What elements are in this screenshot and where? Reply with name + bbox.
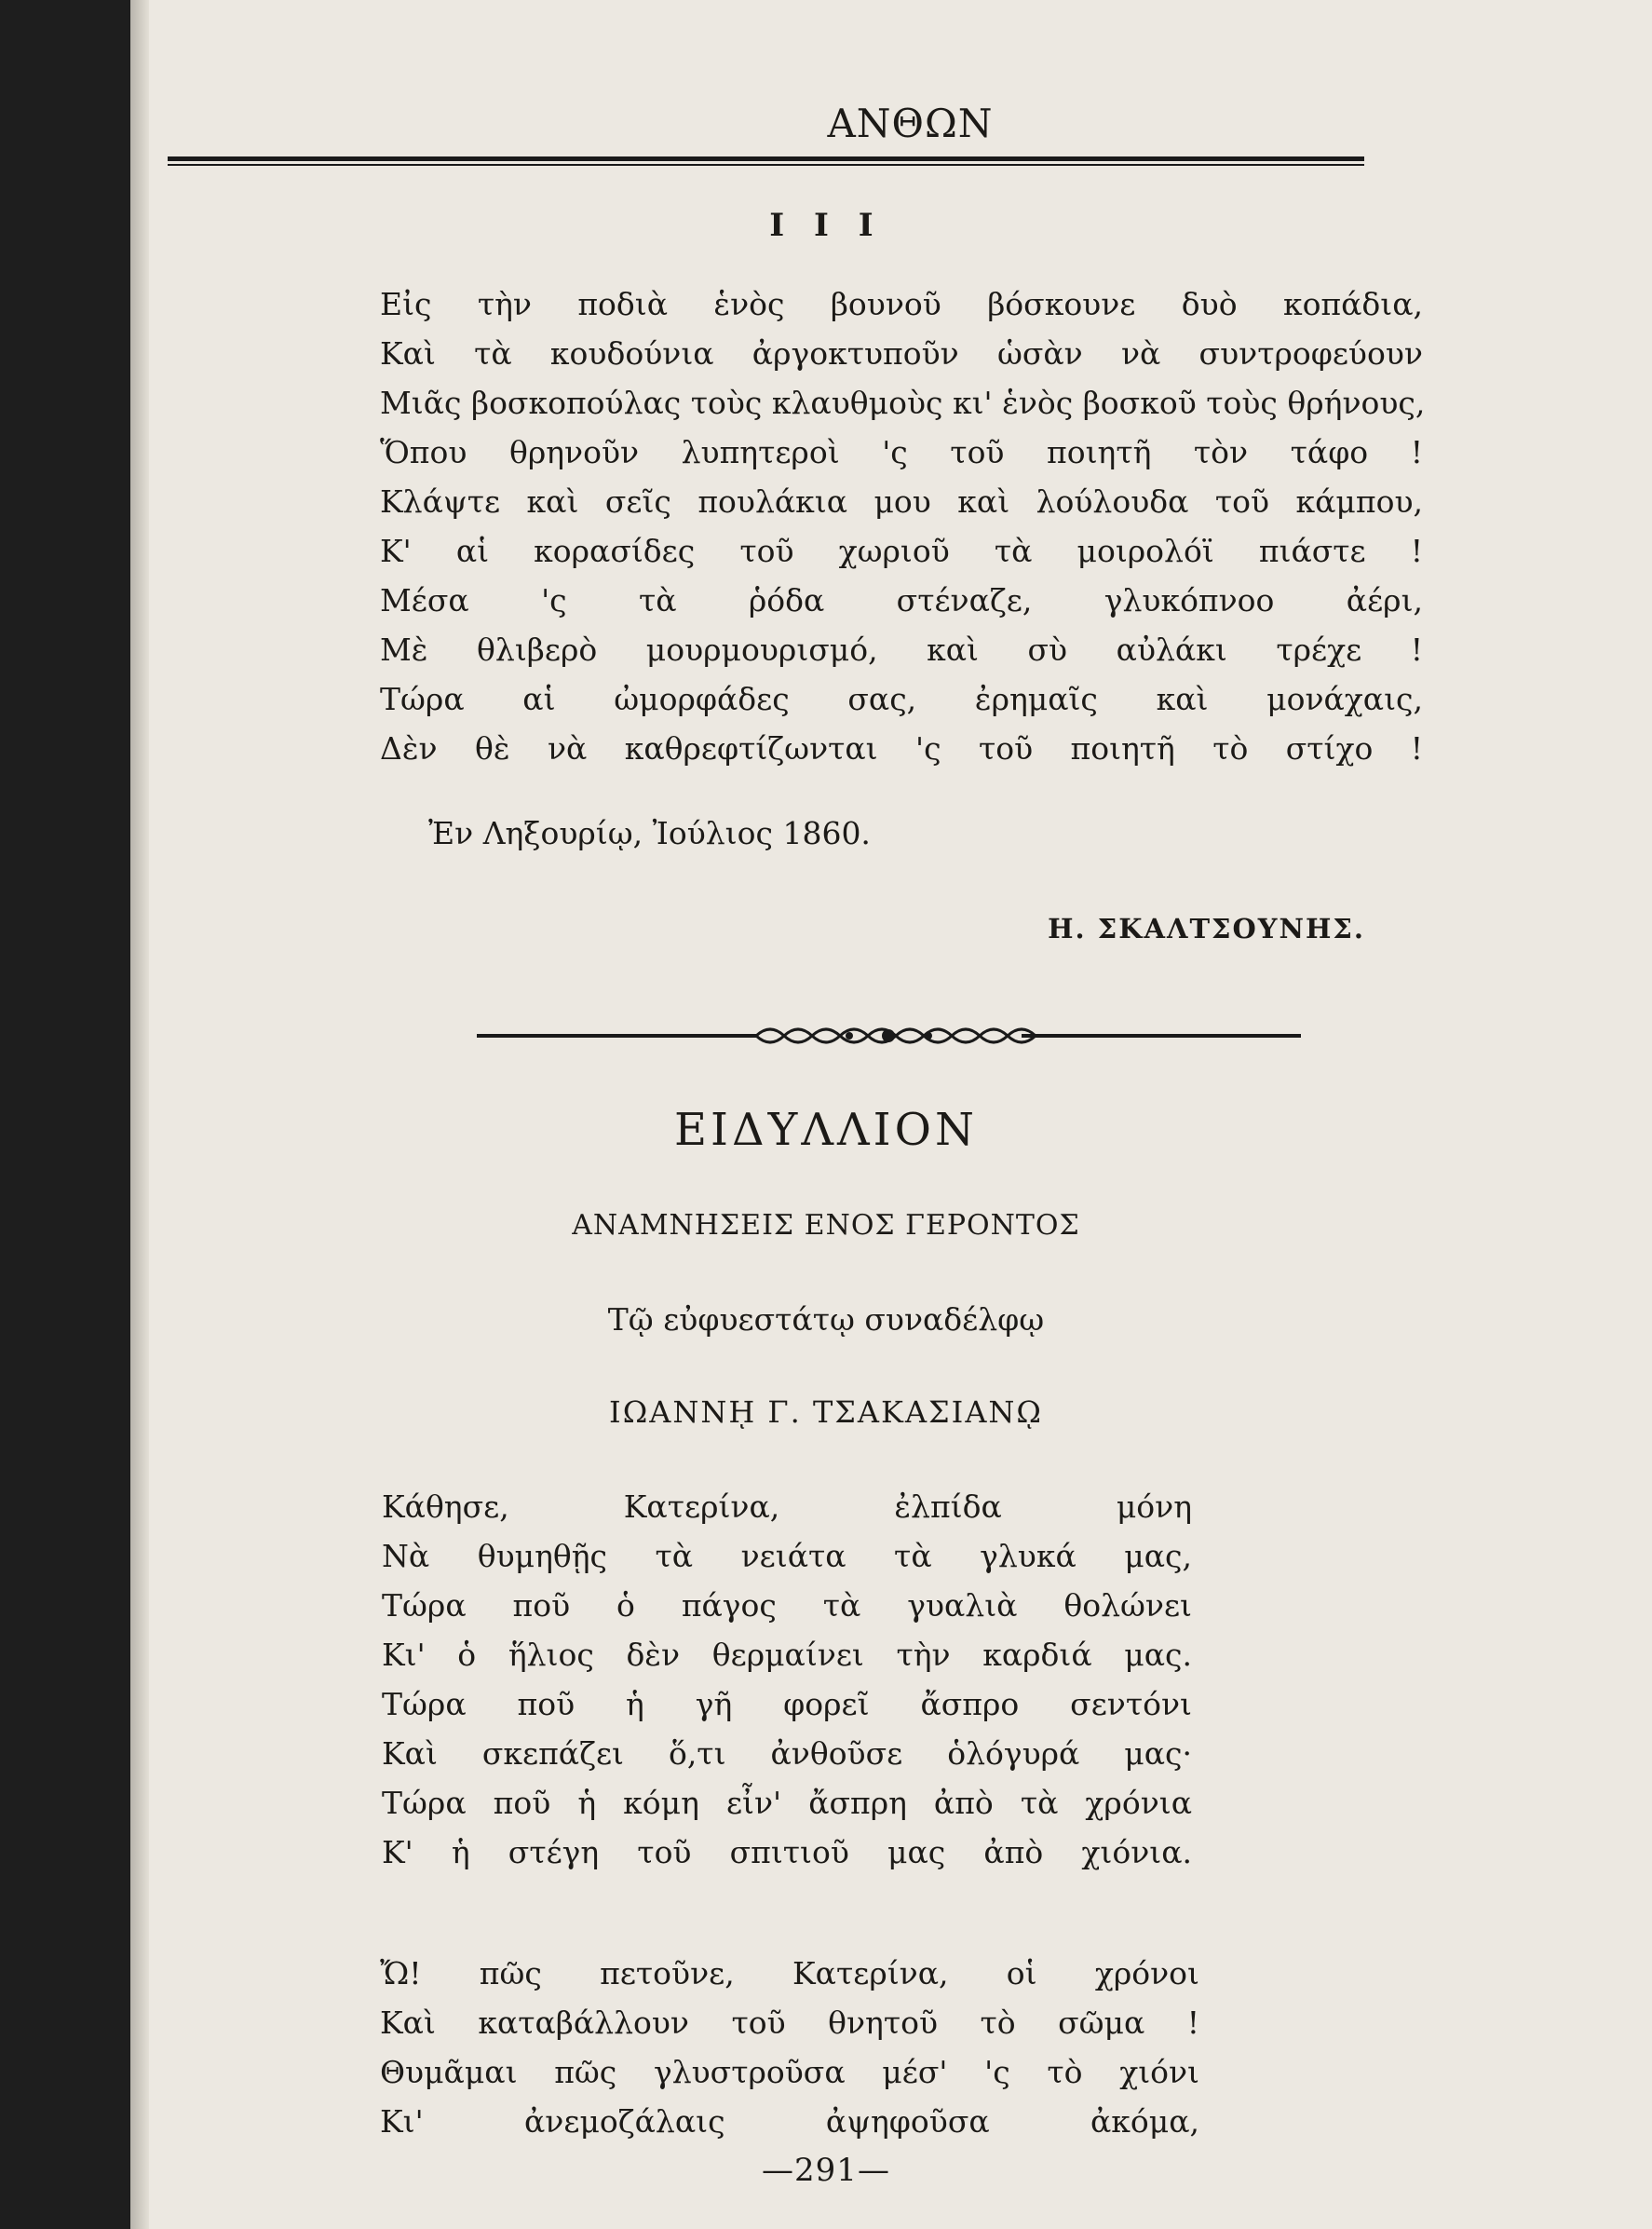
poem-one-verses — [380, 279, 1426, 773]
dedication-line: Τῷ εὐφυεστάτῳ συναδέλφῳ — [607, 1301, 1045, 1338]
verse-line: Κ' αἱ κορασίδες τοῦ χωριοῦ τὰ μοιρολόϊ πιάστε ! — [380, 533, 1423, 569]
verse-line: Κι' ἀνεμοζάλαις ἀψηφοῦσα ἀκόμα, — [380, 2103, 1199, 2140]
poem-subtitle: ΑΝΑΜΝΗΣΕΙΣ ΕΝΟΣ ΓΕΡΟΝΤΟΣ — [572, 1209, 1080, 1242]
header-rule-thin — [168, 164, 1364, 166]
verse-line: Καὶ καταβάλλουν τοῦ θνητοῦ τὸ σῶμα ! — [380, 2005, 1199, 2041]
verse-line: Καὶ τὰ κουδούνια ἀργοκτυποῦν ὡσὰν νὰ συντροφεύουν — [380, 335, 1423, 372]
verse-line: Καὶ σκεπάζει ὅ,τι ἀνθοῦσε ὁλόγυρά μας· — [382, 1735, 1192, 1772]
verse-line: Μιᾶς βοσκοπούλας τοὺς κλαυθμοὺς κι' ἑνὸς βοσκοῦ τοὺς θρήνους, — [380, 385, 1426, 421]
verse-line: Μὲ θλιβερὸ μουρμουρισμό, καὶ σὺ αὐλάκι τρέχε ! — [380, 632, 1423, 668]
poem-two-stanza-one — [382, 1482, 1192, 1877]
verse-line: Ὅπου θρηνοῦν λυπητεροὶ 'ς τοῦ ποιητῆ τὸν τάφο ! — [380, 434, 1423, 470]
verse-line: Τώρα ποῦ ὁ πάγος τὰ γυαλιὰ θολώνει — [382, 1587, 1192, 1624]
dateline: Ἐν Ληξουρίῳ, Ἰούλιος 1860. — [428, 815, 871, 851]
section-number: I I I — [769, 207, 883, 244]
header-rule — [168, 156, 1364, 161]
verse-line: Κι' ὁ ἥλιος δὲν θερμαίνει τὴν καρδιά μας. — [382, 1637, 1192, 1673]
verse-line: Νὰ θυμηθῇς τὰ νειάτα τὰ γλυκά μας, — [382, 1538, 1192, 1574]
verse-line: Τώρα ποῦ ἡ κόμη εἶν' ἄσπρη ἀπὸ τὰ χρόνια — [382, 1785, 1192, 1821]
verse-line: Μέσα 'ς τὰ ῥόδα στέναζε, γλυκόπνοο ἀέρι, — [380, 582, 1423, 618]
verse-line: Κ' ἡ στέγη τοῦ σπιτιοῦ μας ἀπὸ χιόνια. — [382, 1834, 1192, 1870]
poem-title: ΕΙΔΥΛΛΙΟΝ — [674, 1104, 978, 1156]
page-number: —291— — [762, 2152, 890, 2189]
verse-line: Εἰς τὴν ποδιὰ ἑνὸς βουνοῦ βόσκουνε δυὸ κοπάδια, — [380, 286, 1423, 322]
dedication-name: ΙΩΑΝΝῌ Γ. ΤΣΑΚΑΣΙΑΝῼ — [609, 1394, 1043, 1430]
verse-line: Κάθησε, Κατερίνα, ἐλπίδα μόνη — [382, 1488, 1192, 1525]
verse-line: Τώρα αἱ ὠμορφάδες σας, ἐρημαῖς καὶ μονάχαις, — [380, 681, 1423, 717]
author-signature: Η. ΣΚΑΛΤΣΟΥΝΗΣ. — [1048, 913, 1365, 945]
verse-line: Θυμᾶμαι πῶς γλυστροῦσα μέσ' 'ς τὸ χιόνι — [380, 2054, 1199, 2090]
verse-line: Τώρα ποῦ ἡ γῆ φορεῖ ἄσπρο σεντόνι — [382, 1686, 1192, 1722]
verse-line: Κλάψτε καὶ σεῖς πουλάκια μου καὶ λούλουδα τοῦ κάμπου, — [380, 483, 1423, 520]
running-head: ΑΝΘΩΝ — [827, 101, 994, 146]
verse-line: Δὲν θὲ νὰ καθρεφτίζωνται 'ς τοῦ ποιητῆ τὸ στίχο ! — [380, 730, 1423, 767]
verse-line: Ὤ! πῶς πετοῦνε, Κατερίνα, οἱ χρόνοι — [380, 1955, 1199, 1991]
poem-two-stanza-two — [380, 1949, 1199, 2146]
decorative-ornament-divider — [477, 1017, 1301, 1054]
